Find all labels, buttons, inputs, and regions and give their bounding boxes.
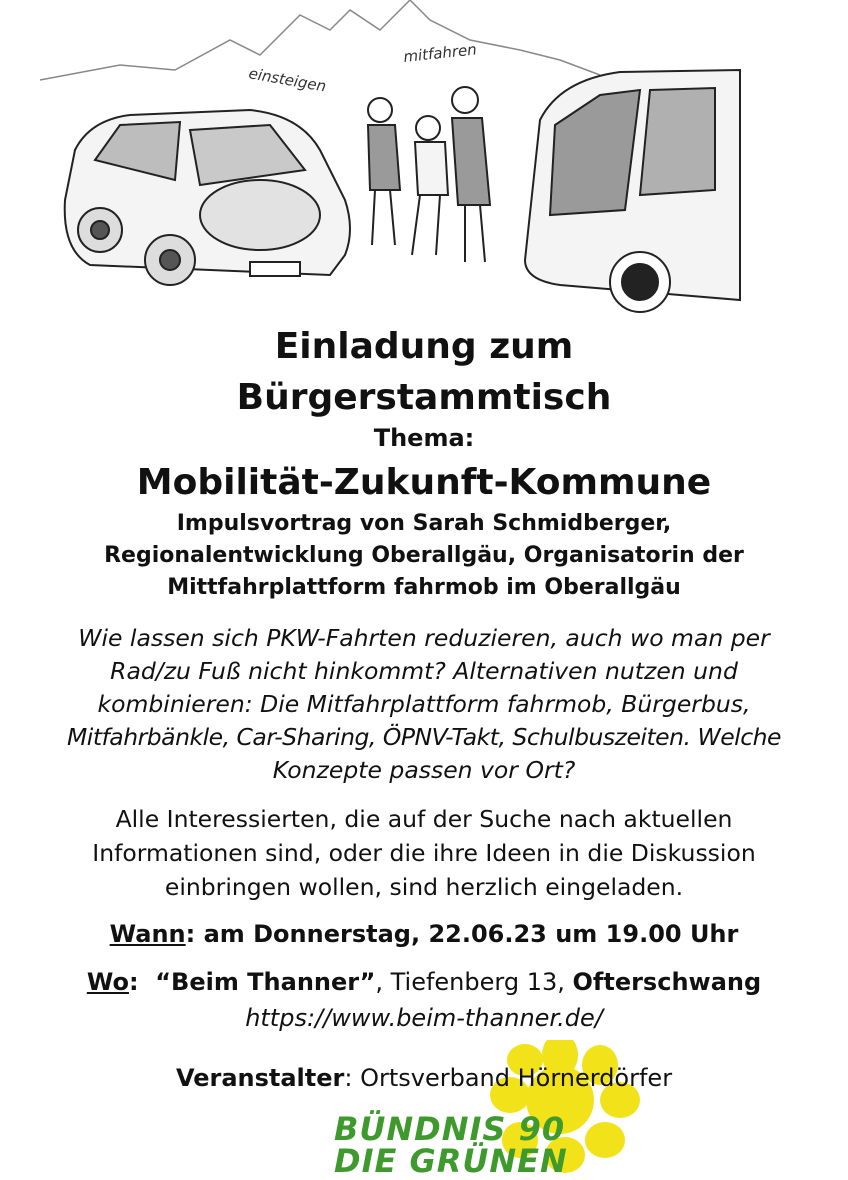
impuls-line: Impulsvortrag von Sarah Schmidberger,	[176, 511, 672, 536]
bus-drawing	[525, 70, 740, 312]
wo-line	[0, 968, 848, 996]
thema-label: Thema:	[373, 424, 475, 452]
veranstalter-line	[0, 1064, 848, 1092]
wann-label: Wann	[109, 920, 186, 948]
invite-line: einbringen wollen, sind herzlich eingeladen.	[164, 873, 684, 901]
car-drawing	[65, 110, 350, 285]
question-line: kombinieren: Die Mitfahrplattform fahrmob, Bürgerbus,	[97, 690, 751, 718]
wann-value: : am Donnerstag, 22.06.23 um 19.00 Uhr	[185, 920, 739, 948]
impuls-block	[0, 508, 848, 604]
veranstalter-value: : Ortsverband Hörnerdörfer	[344, 1064, 673, 1092]
invite-paragraph	[0, 802, 848, 904]
cover-illustration	[0, 0, 848, 330]
venue-name: “Beim Thanner”	[155, 968, 376, 996]
question-line: Wie lassen sich PKW-Fahrten reduzieren, auch wo man per	[78, 624, 770, 652]
wo-label: Wo	[86, 968, 129, 996]
question-paragraph	[0, 622, 848, 787]
veranstalter-label: Veranstalter	[175, 1064, 345, 1092]
venue-address: , Tiefenberg 13,	[375, 968, 573, 996]
wann-line	[0, 920, 848, 948]
impuls-line: Mittfahrplattform fahrmob im Oberallgäu	[167, 575, 681, 600]
topic-heading: Mobilität-Zukunft-Kommune	[136, 462, 712, 503]
invite-line: Informationen sind, oder die ihre Ideen in die Diskussion	[92, 839, 756, 867]
invite-line: Alle Interessierten, die auf der Suche nach aktuellen	[115, 805, 733, 833]
handwritten-mitfahren: mitfahren	[402, 40, 478, 66]
question-line: Mitfahrbänkle, Car-Sharing, ÖPNV-Takt, Schulbuszeiten. Welche	[67, 723, 781, 751]
handwritten-einsteigen: einsteigen	[247, 64, 328, 96]
venue-url-link[interactable]: https://www.beim-thanner.de/	[245, 1004, 603, 1032]
question-line: Rad/zu Fuß nicht hinkommt? Alternativen nutzen und	[110, 657, 738, 685]
mountain-outline	[40, 0, 600, 80]
wo-colon: :	[128, 968, 156, 996]
people-drawing	[368, 87, 490, 262]
impuls-line: Regionalentwicklung Oberallgäu, Organisatorin der	[104, 543, 744, 568]
question-line: Konzepte passen vor Ort?	[272, 756, 576, 784]
logo-text-line-1: BÜNDNIS 90	[334, 1110, 566, 1148]
title-line-1: Einladung zum	[274, 326, 574, 367]
logo-text-line-2: DIE GRÜNEN	[334, 1142, 568, 1180]
venue-town: Ofterschwang	[572, 968, 762, 996]
title-line-2: Bürgerstammtisch	[236, 377, 612, 418]
